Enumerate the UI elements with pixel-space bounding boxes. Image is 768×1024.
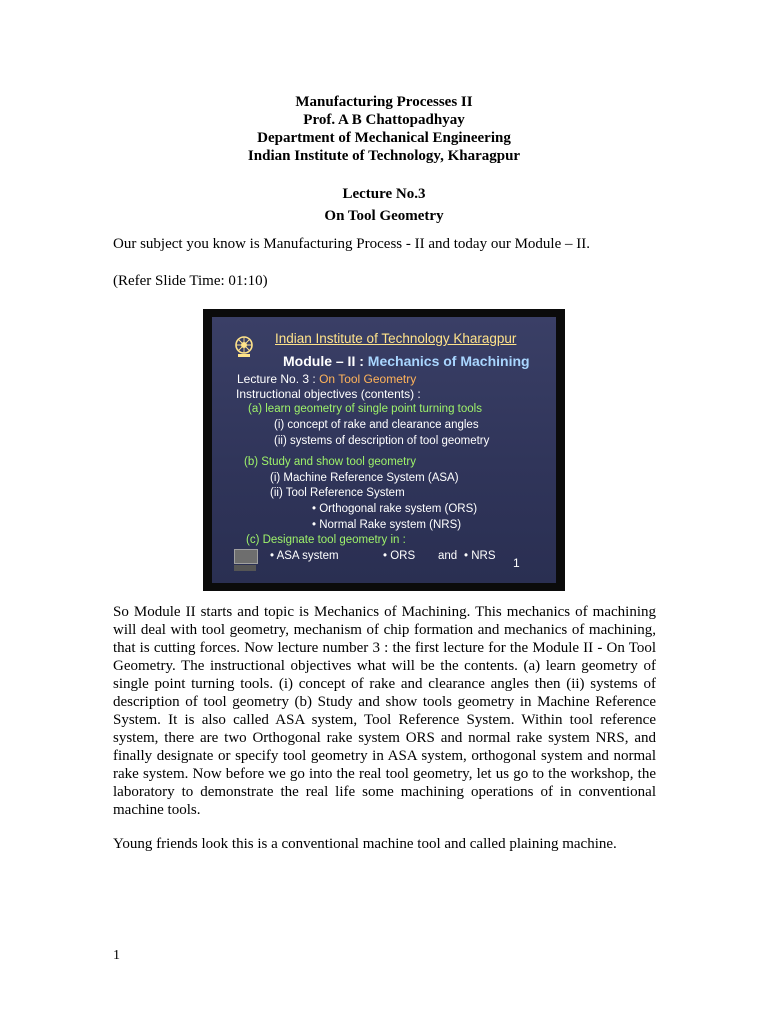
slide-item-b1: (i) Machine Reference System (ASA) (270, 472, 459, 484)
video-strip-icon (234, 565, 256, 571)
slide-item-c3: and (438, 550, 458, 562)
slide-lecture (237, 372, 416, 386)
iit-emblem-icon (233, 334, 255, 358)
slide-item-a1: (i) concept of rake and clearance angles (274, 419, 479, 431)
lecture-number: Lecture No.3 (342, 186, 426, 202)
slide-item-a: (a) learn geometry of single point turning tools (248, 403, 482, 415)
page-number: 1 (113, 948, 120, 963)
lecture-heading (0, 183, 768, 227)
course-title: Manufacturing Processes II (295, 94, 473, 110)
slide-item-b2b: • Normal Rake system (NRS) (312, 519, 462, 531)
slide-item-a2: (ii) systems of description of tool geometry (274, 435, 490, 447)
slide-item-c2: • ORS (383, 550, 416, 562)
slide-item-c1: • ASA system (270, 550, 339, 562)
body-paragraph: So Module II starts and topic is Mechanics of Machining. This mechanics of machining will deal with tool geometry, mechanism of chip formation and mechanics of machining, that is cutting forces. Now lecture number 3 : the first lecture for the Module II - On Tool Geometry. The instructional objectives what will be the contents. (a) learn geometry of single point turning tools. (i) concept of rake and clearance angles then (ii) systems of description of tool geometry (b) Study and show tools geometry in Machine Reference System. It is also called ASA system, Tool Reference System. Within tool reference system, there are two Orthogonal rake system ORS and normal rake system NRS, and finally designate or specify tool geometry in ASA system, orthogonal system and normal rake system. Now before we go into the real tool geometry, let us go to the workshop, the laboratory to demonstrate the real life some machining operations of in conventional machine tools. (113, 604, 656, 818)
department-name: Department of Mechanical Engineering (257, 130, 511, 146)
slide-module-title: Mechanics of Machining (367, 353, 530, 369)
slide-module (283, 353, 530, 369)
slide-item-c4: • NRS (464, 550, 496, 562)
slide-number: 1 (513, 556, 520, 570)
slide-institute: Indian Institute of Technology Kharagpur (275, 331, 517, 346)
professor-name: Prof. A B Chattopadhyay (303, 112, 465, 128)
intro-paragraph: Our subject you know is Manufacturing Process - II and today our Module – II. (113, 236, 590, 252)
slide-lecture-prefix: Lecture No. 3 : (237, 372, 316, 386)
document-header (0, 93, 768, 165)
video-thumbnail-icon (234, 549, 258, 564)
closing-paragraph: Young friends look this is a conventional machine tool and called plaining machine. (113, 836, 617, 852)
slide-item-b2a: • Orthogonal rake system (ORS) (312, 503, 478, 515)
slide-module-prefix: Module – II : (283, 353, 364, 369)
slide-objectives-heading: Instructional objectives (contents) : (236, 387, 421, 401)
slide-lecture-title: On Tool Geometry (319, 372, 417, 386)
slide-item-b2: (ii) Tool Reference System (270, 487, 405, 499)
slide-item-b: (b) Study and show tool geometry (244, 456, 416, 468)
slide-content (212, 317, 556, 583)
lecture-topic: On Tool Geometry (324, 208, 444, 224)
refer-slide-time: (Refer Slide Time: 01:10) (113, 273, 268, 289)
slide-item-c: (c) Designate tool geometry in : (246, 534, 406, 546)
slide-image (203, 309, 565, 591)
institute-name: Indian Institute of Technology, Kharagpur (247, 148, 521, 164)
